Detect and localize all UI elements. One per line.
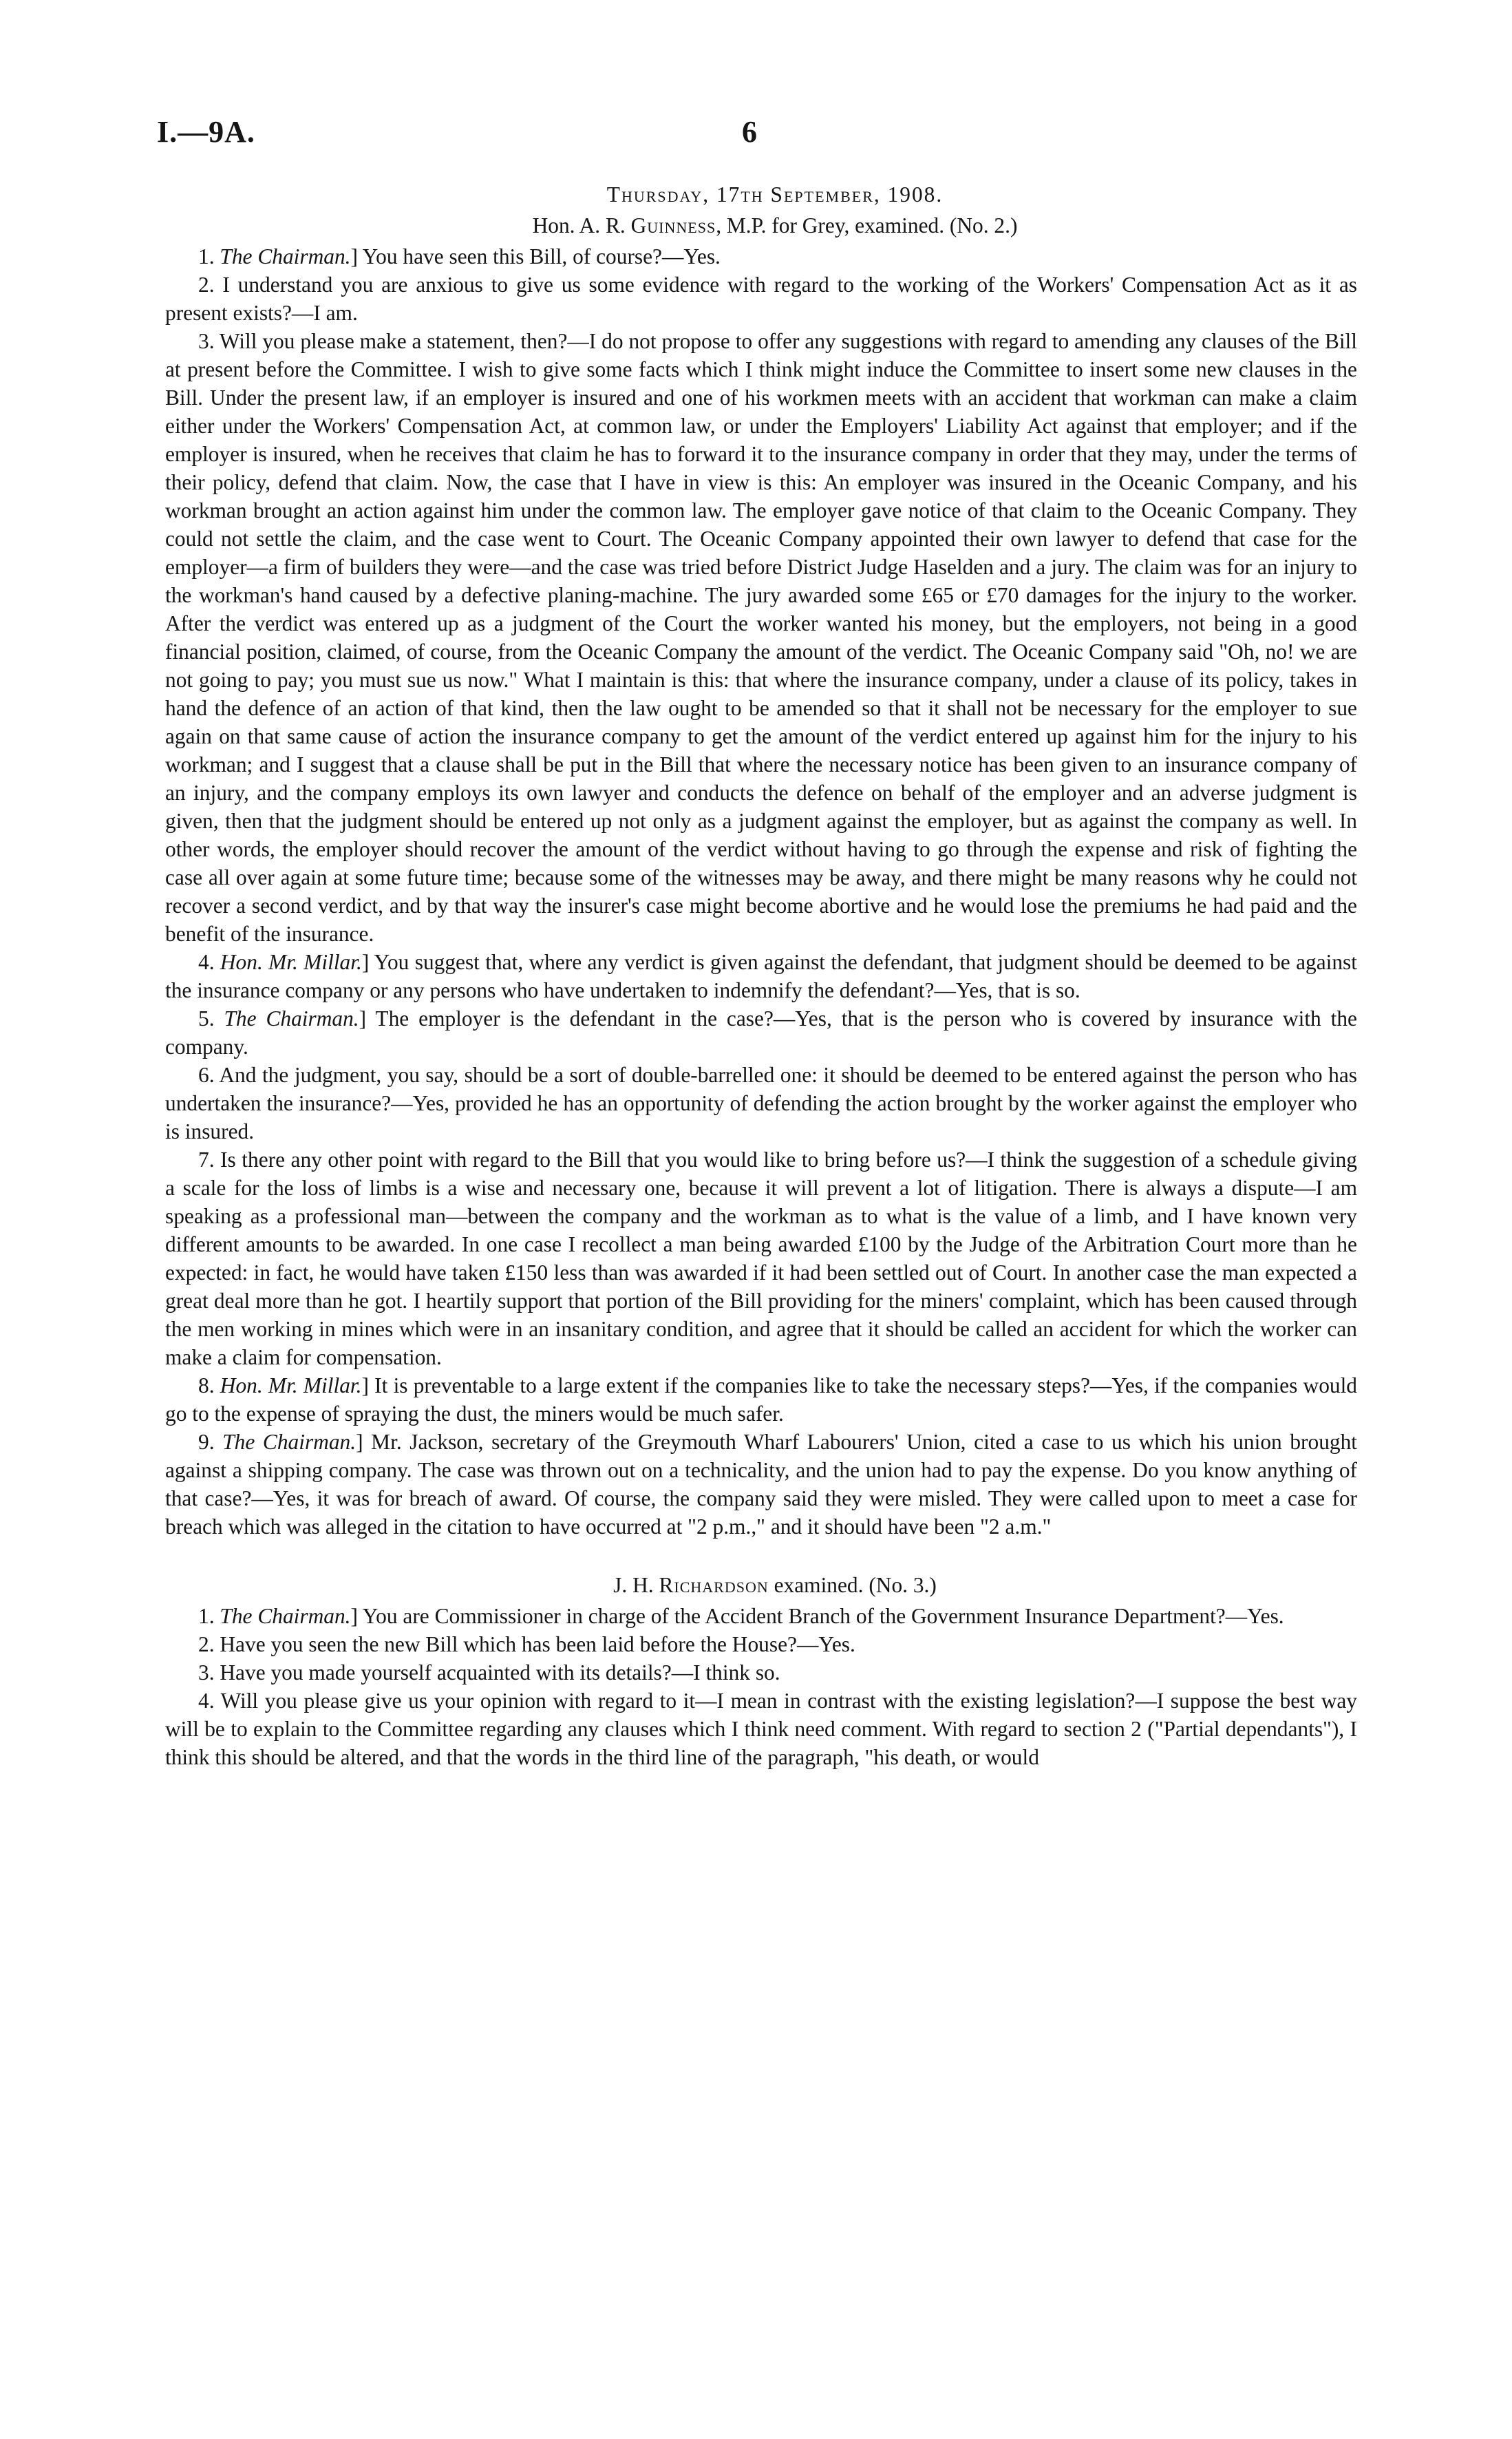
- question-paragraph: [165, 1658, 1357, 1687]
- question-text: Have you made yourself acquainted with its details?—I think so.: [220, 1660, 780, 1685]
- question-number: 9.: [198, 1430, 223, 1454]
- question-text: And the judgment, you say, should be a sort of double-barrelled one: it should be deemed to be entered against the person who has undertaken the insurance?—Yes, provided he has an opportunity of defending the action brought by the worker against the employer who is insured.: [165, 1063, 1357, 1143]
- question-number: 6.: [198, 1063, 220, 1087]
- question-number: 5.: [198, 1006, 224, 1031]
- speaker-name: The Chairman.: [222, 1430, 356, 1454]
- question-text: ] The employer is the defendant in the case?—Yes, that is the person who is covered by insurance with the company.: [165, 1006, 1357, 1059]
- speaker-name: Hon. Mr. Millar.: [220, 1373, 362, 1397]
- question-number: 8.: [198, 1373, 220, 1397]
- question-number: 4.: [198, 1689, 221, 1713]
- speaker-name: The Chairman.: [220, 1604, 351, 1628]
- question-text: Have you seen the new Bill which has been laid before the House?—Yes.: [220, 1632, 855, 1656]
- question-number: 3.: [198, 329, 220, 353]
- question-paragraph: [165, 242, 1357, 271]
- question-number: 2.: [198, 273, 223, 297]
- sitting-date: Thursday, 17th September, 1908.: [606, 182, 944, 207]
- witness-heading: [165, 211, 1357, 240]
- question-paragraph: [165, 948, 1357, 1004]
- witness-prefix: Hon. A. R.: [532, 213, 631, 237]
- page-number: 6: [742, 115, 757, 149]
- question-paragraph: [165, 1428, 1357, 1541]
- question-text: ] You are Commissioner in charge of the Accident Branch of the Government Insurance Department?—Yes.: [350, 1604, 1284, 1628]
- question-number: 1.: [198, 244, 220, 268]
- question-paragraph: [165, 1602, 1357, 1630]
- witness-heading: [165, 1571, 1357, 1599]
- question-text: Is there any other point with regard to the Bill that you would like to bring before us?—I think the suggestion of a schedule giving a scale for the loss of limbs is a wise and necessary one, because it will prevent a lot of litigation. There is always a dispute—I am speaking as a professional man—between the company and the workman as to what is the value of a limb, and I have known very different amounts to be awarded. In one case I recollect a man being awarded £100 by the Judge of the Arbitration Court more than he expected: in fact, he would have taken £150 less than was awarded if it had been settled out of Court. In another case the man expected a great deal more than he got. I heartily support that portion of the Bill providing for the miners' complaint, which has been caused through the men working in mines which were in an insanitary condition, and agree that it should be called an accident for which the worker can make a claim for compensation.: [165, 1148, 1357, 1369]
- page-body: [165, 180, 1357, 1771]
- question-text: I understand you are anxious to give us some evidence with regard to the working of the Workers' Compensation Act as it as present exists?—I am.: [165, 273, 1358, 325]
- speaker-name: Hon. Mr. Millar.: [220, 950, 362, 974]
- witness-name: Richardson: [659, 1573, 769, 1597]
- question-paragraph: [165, 1687, 1357, 1771]
- question-paragraph: [165, 1061, 1357, 1145]
- question-paragraph: [165, 271, 1357, 327]
- speaker-name: The Chairman.: [224, 1006, 359, 1031]
- section-gap: [165, 1541, 1357, 1571]
- question-number: 1.: [198, 1604, 220, 1628]
- question-number: 3.: [198, 1660, 220, 1685]
- question-paragraph: [165, 1630, 1357, 1658]
- question-paragraph: [165, 327, 1357, 948]
- document-reference: I.—9A.: [157, 115, 255, 149]
- question-number: 7.: [198, 1148, 221, 1172]
- question-text: ] It is preventable to a large extent if the companies like to take the necessary steps?—Yes, if the companies would go to the expense of spraying the dust, the miners would be much safer.: [165, 1373, 1358, 1426]
- question-text: Will you please make a statement, then?—I do not propose to offer any suggestions with regard to amending any clauses of the Bill at present before the Committee. I wish to give some facts which I think might induce the Committee to insert some new clauses in the Bill. Under the present law, if an employer is insured and one of his workmen meets with an accident that workman can make a claim either under the Workers' Compensation Act, at common law, or under the Employers' Liability Act against that employer; and if the employer is insured, when he receives that claim he has to forward it to the insurance company in order that they may, under the terms of their policy, defend that claim. Now, the case that I have in view is this: An employer was insured in the Oceanic Company, and his workman brought an action against him under the common law. The employer gave notice of that claim to the Oceanic Company. They could not settle the claim, and the case went to Court. The Oceanic Company appointed their own lawyer to defend that case for the employer—a firm of builders they were—and the case was tried before District Judge Haselden and a jury. The claim was for an injury to the workman's hand caused by a defective planing-machine. The jury awarded some £65 or £70 damages for the injury to the worker. After the verdict was entered up as a judgment of the Court the worker wanted his money, but the employers, not being in a good financial position, claimed, of course, from the Oceanic Company the amount of the verdict. The Oceanic Company said "Oh, no! we are not going to pay; you must sue us now." What I maintain is this: that where the insurance company, under a clause of its policy, takes in hand the defence of an action of that kind, then the law ought to be amended so that it shall not be necessary for the employer to sue again on that same cause of action the insurance company to get the amount of the verdict entered up against him for the injury to his workman; and I suggest that a clause shall be put in the Bill that where the necessary notice has been given to an insurance company of an injury, and the company employs its own lawyer and conducts the defence on behalf of the employer and an adverse judgment is given, then that the judgment should be entered up not only as a judgment against the employer, but as against the company as well. In other words, the employer should recover the amount of the verdict without having to go through the expense and risk of fighting the case all over again at some future time; because some of the witnesses may be away, and there might be many reasons why he could not recover a second verdict, and by that way the insurer's case might become abortive and he would lose the premiums he had paid and the benefit of the insurance.: [165, 329, 1358, 946]
- question-text: ] Mr. Jackson, secretary of the Greymouth Wharf Labourers' Union, cited a case to us which his union brought against a shipping company. The case was thrown out on a technicality, and the union had to pay the expense. Do you know anything of that case?—Yes, it was for breach of award. Of course, the company said they were misled. They were called upon to meet a case for breach which was alleged in the citation to have occurred at "2 p.m.," and it should have been "2 a.m.": [165, 1430, 1358, 1539]
- question-number: 2.: [198, 1632, 220, 1656]
- question-text: ] You have seen this Bill, of course?—Yes.: [350, 244, 721, 268]
- question-text: Will you please give us your opinion with regard to it—I mean in contrast with the existing legislation?—I suppose the best way will be to explain to the Committee regarding any clauses which I think need comment. With regard to section 2 ("Partial dependants"), I think this should be altered, and that the words in the third line of the paragraph, "his death, or would: [165, 1689, 1358, 1769]
- witness-name: Guinness: [630, 213, 716, 237]
- witness-suffix: , M.P. for Grey, examined. (No. 2.): [716, 213, 1018, 237]
- question-paragraph: [165, 1004, 1357, 1061]
- witness-prefix: J. H.: [613, 1573, 659, 1597]
- question-paragraph: [165, 1371, 1357, 1428]
- question-number: 4.: [198, 950, 220, 974]
- speaker-name: The Chairman.: [220, 244, 351, 268]
- question-paragraph: [165, 1145, 1357, 1371]
- witness-suffix: examined. (No. 3.): [768, 1573, 937, 1597]
- question-text: ] You suggest that, where any verdict is given against the defendant, that judgment should be deemed to be against the insurance company or any persons who have undertaken to indemnify the defendant?—Yes, that is so.: [165, 950, 1357, 1002]
